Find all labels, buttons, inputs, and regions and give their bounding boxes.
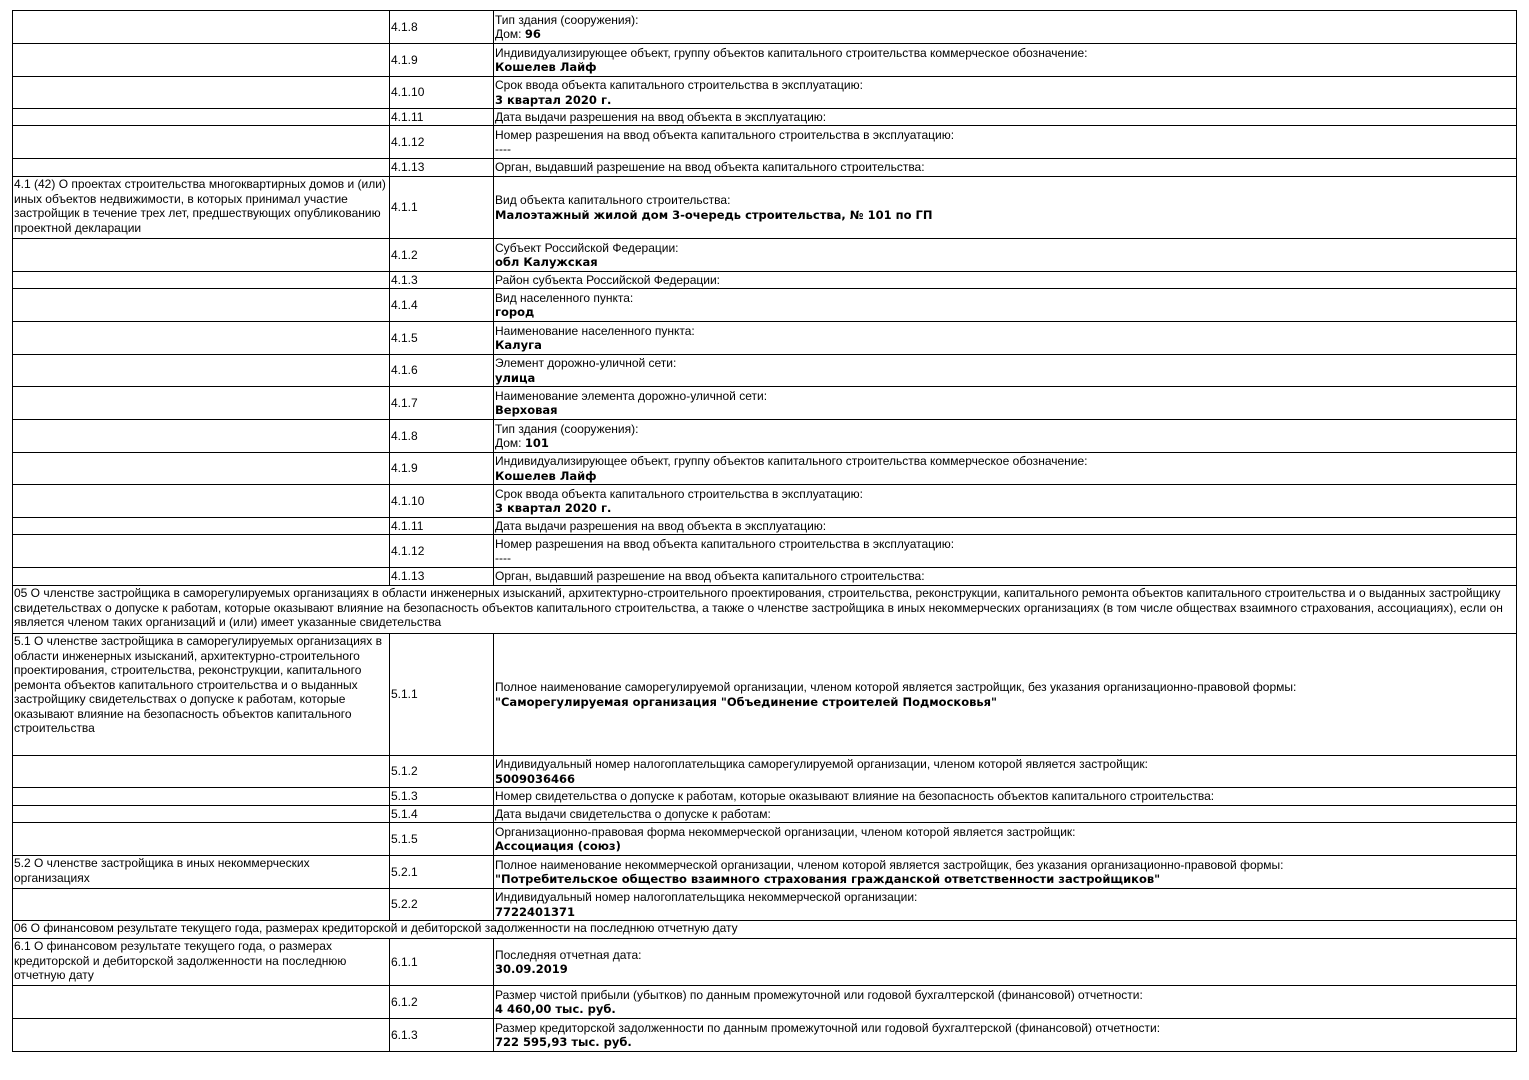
item-value: город bbox=[495, 305, 535, 319]
item-content bbox=[494, 986, 1517, 1019]
item-value: "Потребительское общество взаимного страхования гражданской ответственности застройщиков" bbox=[495, 872, 1161, 886]
item-value-line bbox=[495, 905, 1515, 920]
section-title bbox=[13, 568, 390, 586]
item-label: Тип здания (сооружения): bbox=[495, 421, 639, 436]
item-value-line bbox=[495, 305, 1515, 320]
item-value: 30.09.2019 bbox=[495, 962, 568, 976]
item-value-line bbox=[495, 872, 1515, 887]
item-value-line bbox=[495, 469, 1515, 484]
table-row bbox=[13, 634, 1517, 756]
section-title bbox=[13, 788, 390, 806]
section-title bbox=[13, 44, 390, 77]
table-row bbox=[13, 387, 1517, 420]
item-label: Размер кредиторской задолженности по данным промежуточной или годовой бухгалтерской (финансовой) отчетности: bbox=[495, 1020, 1161, 1035]
item-value: 3 квартал 2020 г. bbox=[495, 501, 612, 515]
item-content bbox=[494, 239, 1517, 272]
section-title bbox=[13, 986, 390, 1019]
item-value-line bbox=[495, 371, 1515, 386]
section-title bbox=[13, 756, 390, 788]
item-value: 101 bbox=[524, 436, 549, 450]
section-title bbox=[13, 289, 390, 322]
item-label: Номер разрешения на ввод объекта капитального строительства в эксплуатацию: bbox=[495, 536, 955, 551]
section-header: 06 О финансовом результате текущего года, размерах кредиторской и дебиторской задолженности на последнюю отчетную дату bbox=[13, 921, 1517, 939]
item-label: Наименование элемента дорожно-уличной сети: bbox=[495, 388, 768, 403]
item-value-line bbox=[495, 93, 1515, 108]
item-label: Тип здания (сооружения): bbox=[495, 12, 639, 27]
item-value: 5009036466 bbox=[495, 771, 576, 786]
item-content bbox=[494, 856, 1517, 889]
item-value-line bbox=[495, 962, 1515, 977]
section-title bbox=[13, 355, 390, 387]
item-label: Вид объекта капитального строительства: bbox=[495, 193, 731, 207]
item-value-line bbox=[495, 501, 1515, 516]
table-row bbox=[13, 420, 1517, 453]
section-title bbox=[13, 535, 390, 568]
item-value: 722 595,93 тыс. руб. bbox=[495, 1035, 632, 1049]
item-content bbox=[494, 322, 1517, 355]
item-value: Калуга bbox=[495, 338, 542, 352]
item-content bbox=[494, 756, 1517, 788]
table-row bbox=[13, 586, 1517, 634]
item-content bbox=[494, 126, 1517, 159]
item-code: 5.1.4 bbox=[390, 806, 494, 823]
item-code: 4.1.7 bbox=[390, 387, 494, 420]
item-value-line bbox=[495, 436, 1515, 451]
item-value-line bbox=[495, 1035, 1515, 1050]
table-row bbox=[13, 11, 1517, 44]
section-title: 5.1 О членстве застройщика в саморегулируемых организациях в области инженерных изысканий, архитектурно-строительного проектирования, строительства, реконструкции, капитального ремонта объектов капитального строительства и о выданных застройщику свидетельствах о допуске к работам, которые оказывают влияние на безопасность объектов капитального строительства bbox=[13, 634, 390, 756]
table-row bbox=[13, 518, 1517, 535]
table-row bbox=[13, 109, 1517, 126]
item-label: Полное наименование саморегулируемой организации, членом которой является застройщик, без указания организационно-правовой формы: bbox=[495, 680, 1297, 694]
item-value: ---- bbox=[495, 142, 511, 156]
item-value-line bbox=[495, 60, 1515, 75]
item-label: Вид населенного пункта: bbox=[495, 290, 634, 305]
item-value-line bbox=[495, 772, 1515, 787]
item-value: Кошелев Лайф bbox=[495, 468, 597, 483]
table-row bbox=[13, 986, 1517, 1019]
item-label: Орган, выдавший разрешение на ввод объекта капитального строительства: bbox=[495, 160, 925, 175]
section-title: 5.2 О членстве застройщика в иных некоммерческих организациях bbox=[13, 856, 390, 889]
section-title bbox=[13, 485, 390, 518]
table-row bbox=[13, 355, 1517, 387]
item-value-line bbox=[495, 338, 1515, 353]
item-code: 4.1.2 bbox=[390, 239, 494, 272]
section-title bbox=[13, 1019, 390, 1052]
table-row bbox=[13, 788, 1517, 806]
section-title bbox=[13, 239, 390, 272]
item-code: 4.1.10 bbox=[390, 77, 494, 109]
item-value-line bbox=[495, 1002, 1515, 1017]
item-content bbox=[494, 109, 1517, 126]
section-title bbox=[13, 109, 390, 126]
item-content bbox=[494, 453, 1517, 485]
item-code: 4.1.10 bbox=[390, 485, 494, 518]
item-value: "Саморегулируемая организация "Объединение строителей Подмосковья" bbox=[495, 694, 998, 709]
table-row bbox=[13, 485, 1517, 518]
section-title bbox=[13, 806, 390, 823]
item-code: 5.1.1 bbox=[390, 634, 494, 756]
table-row bbox=[13, 272, 1517, 289]
item-code: 4.1.13 bbox=[390, 159, 494, 177]
section-title bbox=[13, 453, 390, 485]
table-row bbox=[13, 159, 1517, 177]
item-label: Наименование населенного пункта: bbox=[495, 323, 695, 338]
table-row bbox=[13, 322, 1517, 355]
section-title bbox=[13, 77, 390, 109]
item-code: 4.1.1 bbox=[390, 177, 494, 239]
item-label: Последняя отчетная дата: bbox=[495, 947, 642, 962]
item-code: 6.1.1 bbox=[390, 939, 494, 986]
item-label: Орган, выдавший разрешение на ввод объекта капитального строительства: bbox=[495, 569, 925, 584]
item-code: 4.1.6 bbox=[390, 355, 494, 387]
item-content bbox=[494, 77, 1517, 109]
item-code: 4.1.11 bbox=[390, 518, 494, 535]
item-code: 5.1.3 bbox=[390, 788, 494, 806]
item-code: 4.1.4 bbox=[390, 289, 494, 322]
item-label: Элемент дорожно-уличной сети: bbox=[495, 356, 677, 370]
section-title bbox=[13, 126, 390, 159]
item-content bbox=[494, 485, 1517, 518]
item-value-line bbox=[495, 695, 1515, 710]
item-code: 4.1.5 bbox=[390, 322, 494, 355]
item-label: Срок ввода объекта капитального строительства в эксплуатацию: bbox=[495, 78, 863, 92]
item-code: 5.1.2 bbox=[390, 756, 494, 788]
item-content bbox=[494, 518, 1517, 535]
table-row bbox=[13, 806, 1517, 823]
item-code: 4.1.12 bbox=[390, 126, 494, 159]
item-label: Индивидуальный номер налогоплательщика некоммерческой организации: bbox=[495, 890, 918, 904]
table-row bbox=[13, 939, 1517, 986]
item-label: Размер чистой прибыли (убытков) по данным промежуточной или годовой бухгалтерской (финансовой) отчетности: bbox=[495, 987, 1143, 1002]
item-value: Малоэтажный жилой дом 3-очередь строительства, № 101 по ГП bbox=[495, 207, 933, 222]
item-content bbox=[494, 272, 1517, 289]
table-row bbox=[13, 177, 1517, 239]
item-code: 4.1.11 bbox=[390, 109, 494, 126]
item-content bbox=[494, 568, 1517, 586]
item-code: 4.1.3 bbox=[390, 272, 494, 289]
table-row bbox=[13, 568, 1517, 586]
item-content bbox=[494, 806, 1517, 823]
item-value: ---- bbox=[495, 551, 511, 565]
item-content bbox=[494, 159, 1517, 177]
item-content bbox=[494, 355, 1517, 387]
item-code: 4.1.12 bbox=[390, 535, 494, 568]
item-code: 5.1.5 bbox=[390, 823, 494, 856]
item-content bbox=[494, 788, 1517, 806]
item-label: Номер свидетельства о допуске к работам, которые оказывают влияние на безопасность объектов капитального строительства: bbox=[495, 789, 1215, 804]
item-label: Индивидуальный номер налогоплательщика саморегулируемой организации, членом которой является застройщик: bbox=[495, 757, 1149, 771]
item-content bbox=[494, 1019, 1517, 1052]
item-label: Организационно-правовая форма некоммерческой организации, членом которой является застройщик: bbox=[495, 824, 1076, 839]
section-title bbox=[13, 889, 390, 921]
table-row bbox=[13, 239, 1517, 272]
table-row bbox=[13, 453, 1517, 485]
item-label: Срок ввода объекта капитального строительства в эксплуатацию: bbox=[495, 486, 863, 501]
item-content bbox=[494, 387, 1517, 420]
item-code: 4.1.9 bbox=[390, 44, 494, 77]
item-content bbox=[494, 11, 1517, 44]
section-title bbox=[13, 387, 390, 420]
item-label: Дата выдачи разрешения на ввод объекта в эксплуатацию: bbox=[495, 109, 827, 124]
section-title bbox=[13, 11, 390, 44]
item-content bbox=[494, 289, 1517, 322]
table-row bbox=[13, 889, 1517, 921]
item-value-prefix: Дом: bbox=[495, 436, 525, 450]
item-label: Полное наименование некоммерческой организации, членом которой является застройщик, без указания организационно-правовой формы: bbox=[495, 857, 1284, 872]
table-row bbox=[13, 756, 1517, 788]
item-value-prefix: Дом: bbox=[495, 27, 525, 41]
table-row bbox=[13, 856, 1517, 889]
item-value-line bbox=[495, 27, 1515, 42]
section-title bbox=[13, 518, 390, 535]
item-value: 4 460,00 тыс. руб. bbox=[495, 1002, 616, 1016]
section-header: 05 О членстве застройщика в саморегулируемых организациях в области инженерных изысканий, архитектурно-строительного проектирования, строительства, реконструкции, капитального ремонта объектов капитального строительства и о выданных застройщику свидетельствах о допуске к работам, которые оказывают влияние на безопасность объектов капитального строительства, а также о членстве застройщика в иных некоммерческих организациях (в том числе обществах взаимного страхования, ассоциациях), если он является членом таких организаций и (или) имеет указанные свидетельства bbox=[13, 586, 1517, 634]
section-title: 4.1 (42) О проектах строительства многоквартирных домов и (или) иных объектов недвижимости, в которых принимал участие застройщик в течение трех лет, предшествующих опубликованию проектной декларации bbox=[13, 177, 390, 239]
item-code: 5.2.2 bbox=[390, 889, 494, 921]
table-row bbox=[13, 44, 1517, 77]
table-row bbox=[13, 289, 1517, 322]
item-value: 96 bbox=[524, 27, 541, 41]
item-value-line bbox=[495, 208, 1515, 223]
item-value: 3 квартал 2020 г. bbox=[495, 92, 612, 107]
item-value: 7722401371 bbox=[495, 904, 576, 919]
item-content bbox=[494, 420, 1517, 453]
item-content bbox=[494, 177, 1517, 239]
section-title: 6.1 О финансовом результате текущего года, о размерах кредиторской и дебиторской задолженности на последнюю отчетную дату bbox=[13, 939, 390, 986]
item-label: Район субъекта Российской Федерации: bbox=[495, 272, 720, 287]
item-value-line bbox=[495, 255, 1515, 270]
item-value-line bbox=[495, 403, 1515, 418]
section-title bbox=[13, 420, 390, 453]
item-content bbox=[494, 535, 1517, 568]
table-row bbox=[13, 823, 1517, 856]
item-content bbox=[494, 44, 1517, 77]
section-title bbox=[13, 272, 390, 289]
item-content bbox=[494, 889, 1517, 921]
section-title bbox=[13, 322, 390, 355]
item-value: Верховая bbox=[495, 403, 558, 417]
item-value: обл Калужская bbox=[495, 255, 598, 269]
item-label: Индивидуализирующее объект, группу объектов капитального строительства коммерческое обозначение: bbox=[495, 45, 1088, 60]
table-row bbox=[13, 1019, 1517, 1052]
table-row bbox=[13, 77, 1517, 109]
declaration-table bbox=[12, 10, 1517, 1052]
table-row bbox=[13, 921, 1517, 939]
item-value: улица bbox=[495, 370, 536, 385]
table-row bbox=[13, 126, 1517, 159]
item-content bbox=[494, 634, 1517, 756]
item-content bbox=[494, 939, 1517, 986]
item-label: Дата выдачи свидетельства о допуске к работам: bbox=[495, 806, 771, 821]
item-value-line bbox=[495, 839, 1515, 854]
item-value: Ассоциация (союз) bbox=[495, 839, 621, 853]
item-code: 4.1.8 bbox=[390, 420, 494, 453]
item-label: Дата выдачи разрешения на ввод объекта в эксплуатацию: bbox=[495, 518, 827, 533]
section-title bbox=[13, 823, 390, 856]
table-row bbox=[13, 535, 1517, 568]
item-code: 4.1.9 bbox=[390, 453, 494, 485]
item-label: Индивидуализирующее объект, группу объектов капитального строительства коммерческое обозначение: bbox=[495, 454, 1088, 468]
section-title bbox=[13, 159, 390, 177]
item-code: 4.1.13 bbox=[390, 568, 494, 586]
item-label: Субъект Российской Федерации: bbox=[495, 240, 679, 255]
item-content bbox=[494, 823, 1517, 856]
item-code: 6.1.3 bbox=[390, 1019, 494, 1052]
item-value: Кошелев Лайф bbox=[495, 60, 597, 74]
item-code: 5.2.1 bbox=[390, 856, 494, 889]
item-code: 6.1.2 bbox=[390, 986, 494, 1019]
item-label: Номер разрешения на ввод объекта капитального строительства в эксплуатацию: bbox=[495, 127, 955, 142]
item-code: 4.1.8 bbox=[390, 11, 494, 44]
